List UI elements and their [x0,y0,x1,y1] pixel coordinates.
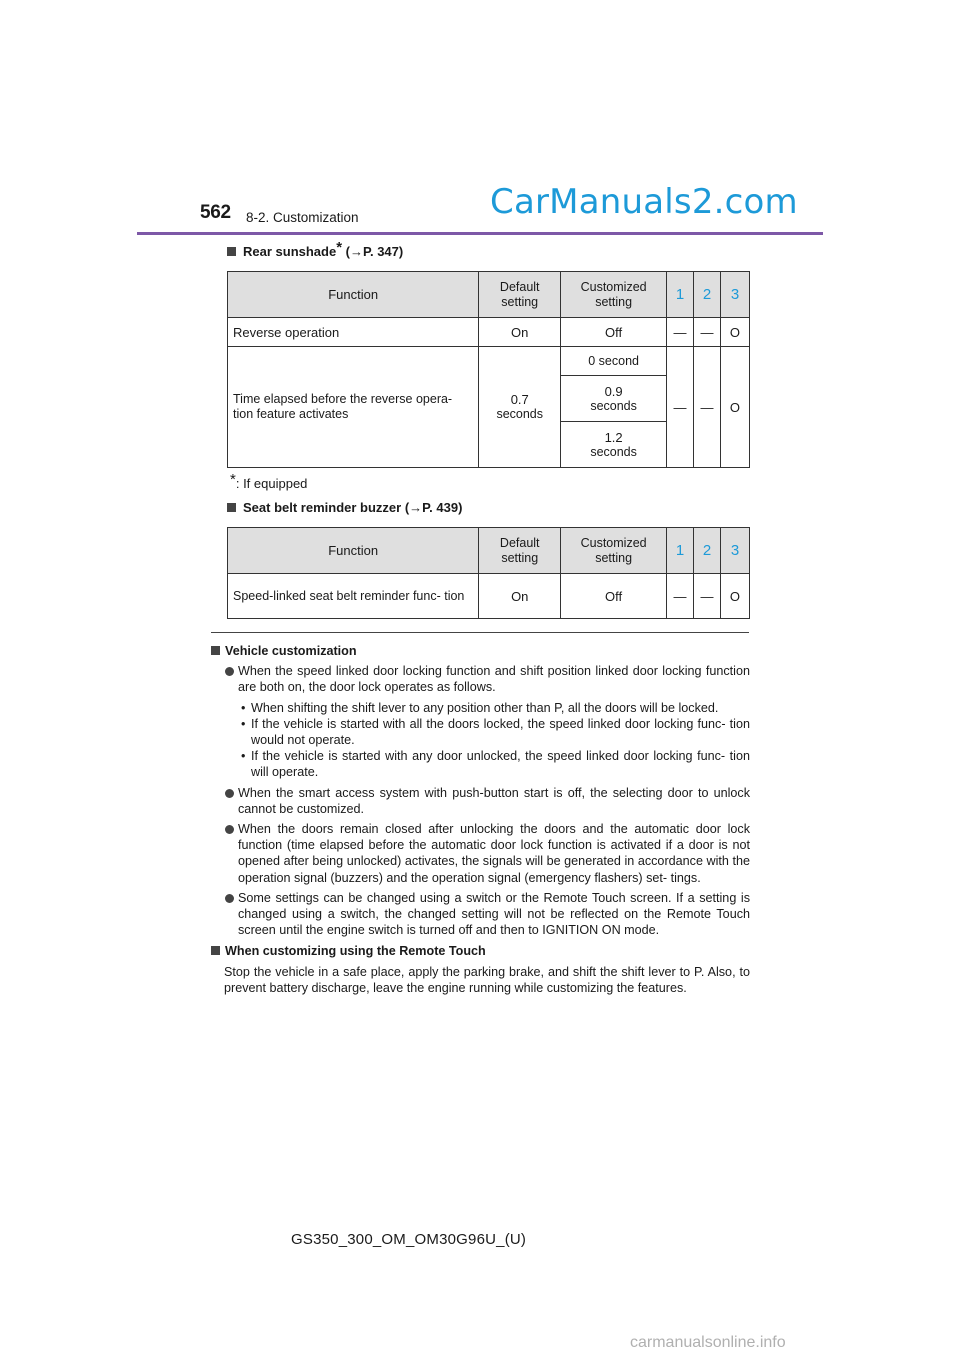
seat-belt-table [227,527,750,619]
list-item [211,785,750,817]
table-header-row [228,528,750,574]
header-default: Default setting [479,528,561,574]
seat-belt-heading [227,500,462,515]
list-item [211,663,750,695]
table-row [228,347,750,376]
sub-list-item [211,748,750,780]
watermark-logo[interactable]: CarManuals2.com [490,182,798,222]
header-col-1-icon: 1 [667,272,694,318]
heading-text: Seat belt reminder buzzer [243,500,402,515]
cell-custom: Off [561,318,667,347]
document-code: GS350_300_OM_OM30G96U_(U) [291,1231,527,1248]
square-bullet-icon [211,946,220,955]
table-header-row [228,272,750,318]
square-bullet-icon [227,247,236,256]
rear-sunshade-heading [227,239,404,259]
cell-c2: — [694,574,721,619]
section-divider [211,632,749,633]
table-row [228,574,750,619]
cell-c1: — [667,347,694,468]
cell-c1: — [667,318,694,347]
section-title: 8-2. Customization [246,210,359,225]
cell-c2: — [694,347,721,468]
bullet-text: Some settings can be changed using a switch or the Remote Touch screen. If a setting is changed using a switch, the changed setting will not be reflected on the Remote Touch screen until the engine switch is turned off and then to IGNITION ON mode. [238,890,750,938]
option-unit: seconds [590,444,637,459]
cell-custom: Off [561,574,667,619]
header-customized: Customized setting [561,272,667,318]
page-number: 562 [200,202,231,223]
bullet-icon: • [241,716,246,731]
page-ref-link[interactable]: (→P. 347) [342,244,404,259]
bullet-text: When the smart access system with push-button start is off, the selecting door to unlock cannot be customized. [238,785,750,816]
header-col-1-icon: 1 [667,528,694,574]
cell-custom-option [561,347,667,376]
cell-c1: — [667,574,694,619]
bullet-icon: • [241,700,246,715]
footnote-text: : If equipped [235,476,308,491]
option-value: 0.9 [604,383,623,399]
bullet-text: When the doors remain closed after unlocking the doors and the automatic door lock function (time elapsed before the automatic door lock function is activated if a door is not opened after being unlocked) activates, the signals will be generated in accordance with the operation signal (buzzers) and the operation signal (emergency flashers) set- tings. [238,822,750,885]
cell-function: Time elapsed before the reverse opera- tion feature activates [228,347,479,468]
header-function: Function [228,528,479,574]
bullet-text: When the speed linked door locking function and shift position linked door locking function are both on, the door lock operates as follows. [238,664,750,695]
default-unit: seconds [496,407,543,421]
remote-touch-text: Stop the vehicle in a safe place, apply the parking brake, and shift the shift lever to P. Also, to prevent battery discharge, leave the engine running while customizing the features. [224,964,750,995]
bullet-dot-icon [225,825,234,834]
cell-c3: O [720,574,749,619]
footnote [230,471,308,491]
sub-list-item [211,716,750,748]
cell-function: Reverse operation [228,318,479,347]
header-col-3-icon: 3 [720,528,749,574]
bullet-dot-icon [225,789,234,798]
vehicle-customization-heading [211,643,750,659]
rear-sunshade-table [227,271,750,468]
cell-function: Speed-linked seat belt reminder func- tion [228,574,479,619]
cell-custom-option [561,422,667,468]
header-default: Default setting [479,272,561,318]
cell-c2: — [694,318,721,347]
header-col-2-icon: 2 [694,272,721,318]
bullet-dot-icon [225,667,234,676]
table-row [228,318,750,347]
notes-section [211,643,750,996]
default-value: 0.7 [510,392,529,407]
sub-text: When shifting the shift lever to any position other than P, all the doors will be locked. [251,700,719,715]
option-value: 1.2 [604,429,623,445]
heading-text: When customizing using the Remote Touch [225,944,486,959]
heading-text: Vehicle customization [225,644,357,658]
sub-list-item [211,700,750,716]
sub-text: If the vehicle is started with any door unlocked, the speed linked door locking func- tion will operate. [251,749,750,780]
cell-default: On [479,574,561,619]
asterisk-mark: * [336,239,343,256]
cell-default [479,347,561,468]
option-unit: seconds [590,398,637,413]
cell-c3: O [720,318,749,347]
header-function: Function [228,272,479,318]
list-item [211,821,750,886]
cell-default: On [479,318,561,347]
footer-watermark[interactable]: carmanualsonline.info [630,1334,786,1351]
heading-text: Rear sunshade [243,244,337,259]
square-bullet-icon [227,503,236,512]
option-value: 0 second [588,353,639,368]
header-col-3-icon: 3 [720,272,749,318]
header-col-2-icon: 2 [694,528,721,574]
header-rule [137,232,823,235]
list-item [211,890,750,939]
bullet-icon: • [241,749,246,764]
remote-touch-heading [211,943,750,959]
cell-c3: O [720,347,749,468]
bullet-dot-icon [225,894,234,903]
square-bullet-icon [211,646,220,655]
header-customized: Customized setting [561,528,667,574]
sub-text: If the vehicle is started with all the doors locked, the speed linked door locking func- tion would not operate. [251,716,750,748]
page-ref-link[interactable]: (→P. 439) [401,500,463,515]
cell-custom-option [561,376,667,422]
asterisk-mark: * [230,471,236,488]
